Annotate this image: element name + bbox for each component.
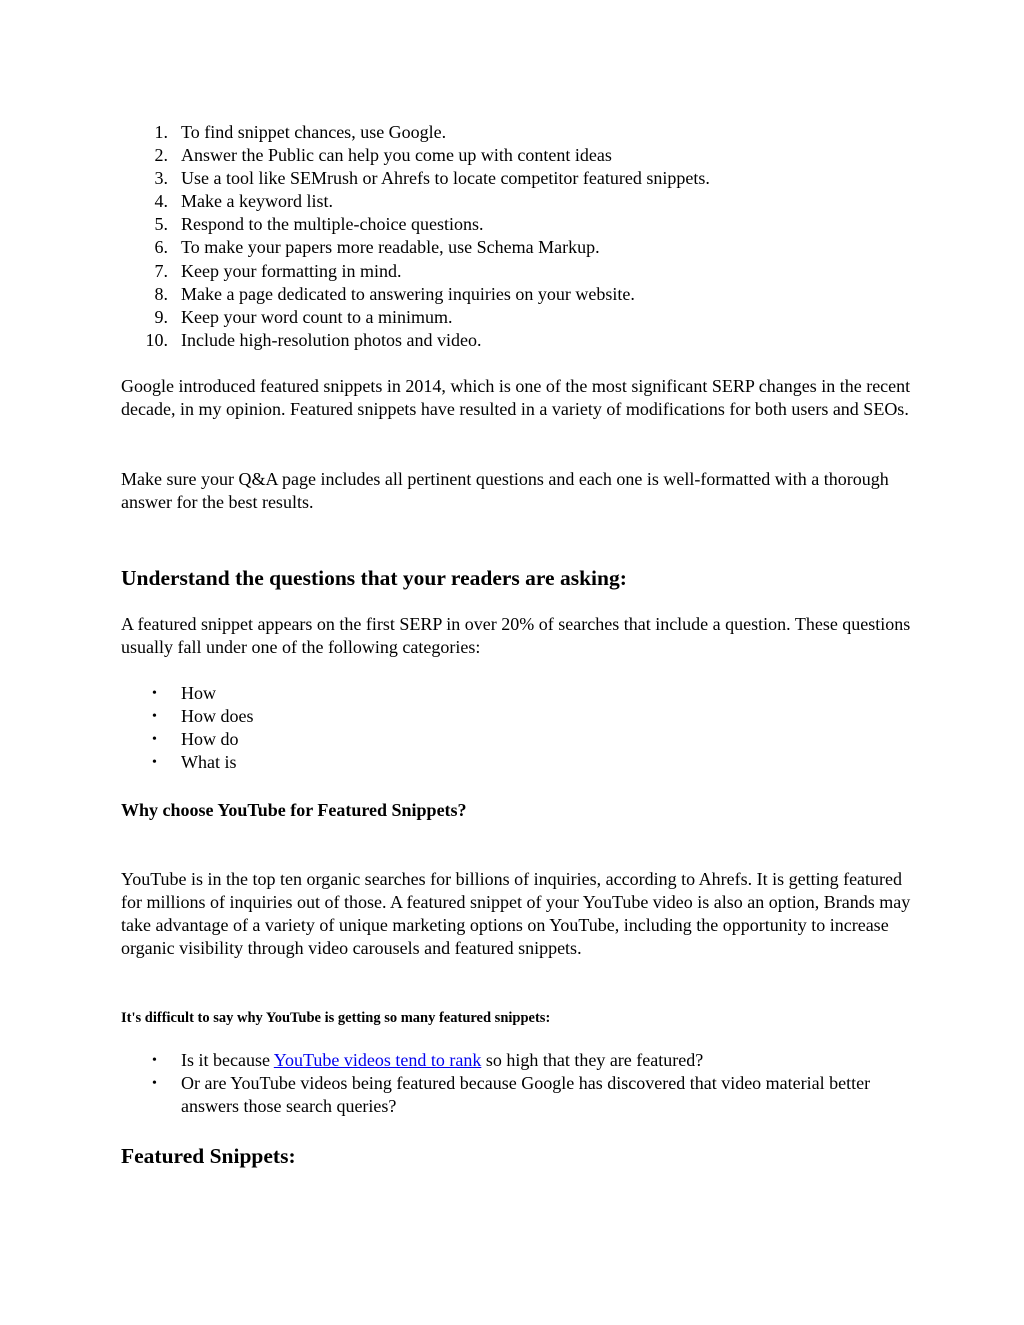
bullet-icon: • xyxy=(152,709,157,725)
list-item xyxy=(121,1049,911,1072)
bullet-icon: • xyxy=(152,686,157,701)
bullet-text-after: so high that they are featured? xyxy=(481,1050,704,1070)
list-number: 4. xyxy=(154,191,168,212)
list-number: 8. xyxy=(154,283,168,304)
bullet-icon: • xyxy=(152,755,157,771)
youtube-heading: Why choose YouTube for Featured Snippets? xyxy=(121,800,467,820)
list-item-text: How does xyxy=(181,706,254,727)
list-item-text: To make your papers more readable, use Schema Markup. xyxy=(181,237,600,258)
list-item-text: How xyxy=(181,683,216,703)
list-item-text: Make a page dedicated to answering inquiries on your website. xyxy=(181,283,635,304)
list-item-text: Keep your formatting in mind. xyxy=(181,260,402,281)
list-item-text: Include high-resolution photos and video. xyxy=(181,329,482,350)
questions-heading: Understand the questions that your readers are asking: xyxy=(121,566,627,590)
list-item xyxy=(121,329,911,352)
list-item-text: Keep your word count to a minimum. xyxy=(181,306,453,327)
list-item xyxy=(121,121,911,144)
youtube-reasons-list xyxy=(121,1049,911,1118)
list-number: 5. xyxy=(154,214,168,235)
list-item-text: How do xyxy=(181,729,239,750)
list-item xyxy=(121,751,911,774)
list-item xyxy=(121,1072,911,1118)
list-number: 2. xyxy=(154,145,168,166)
question-types-list xyxy=(121,682,911,774)
youtube-subheading: It's difficult to say why YouTube is getting so many featured snippets: xyxy=(121,1010,551,1026)
intro-paragraph: Google introduced featured snippets in 2014, which is one of the most significant SERP changes in the recent decade, in my opinion. Featured snippets have resulted in a variety of modifications for both users and SEOs. xyxy=(121,376,911,419)
list-number: 10. xyxy=(145,329,168,350)
list-item-text: Respond to the multiple-choice questions. xyxy=(181,214,484,235)
list-item xyxy=(121,190,911,213)
list-item-text: Or are YouTube videos being featured because Google has discovered that video material better answers those search queries? xyxy=(181,1073,871,1117)
list-item-text: Use a tool like SEMrush or Ahrefs to locate competitor featured snippets. xyxy=(181,168,710,189)
featured-snippets-heading: Featured Snippets: xyxy=(121,1144,296,1168)
list-number: 9. xyxy=(154,306,168,327)
list-item xyxy=(121,705,911,728)
list-item-text: To find snippet chances, use Google. xyxy=(181,122,447,142)
questions-paragraph: A featured snippet appears on the first SERP in over 20% of searches that include a question. These questions usually fall under one of the following categories: xyxy=(121,614,911,657)
list-item xyxy=(121,167,911,190)
bullet-text-before: Is it because xyxy=(181,1050,274,1070)
list-number: 7. xyxy=(154,260,168,281)
list-item-text: What is xyxy=(181,752,237,773)
list-item xyxy=(121,306,911,329)
list-item xyxy=(121,144,911,167)
numbered-steps-list xyxy=(121,121,911,352)
bullet-icon: • xyxy=(152,732,157,748)
list-item xyxy=(121,236,911,259)
list-item-text: Answer the Public can help you come up with content ideas xyxy=(181,145,612,166)
list-number: 3. xyxy=(154,168,168,189)
list-item xyxy=(121,283,911,306)
list-item-text: Make a keyword list. xyxy=(181,191,333,212)
bullet-icon: • xyxy=(152,1053,157,1068)
list-number: 6. xyxy=(154,237,168,258)
qa-paragraph: Make sure your Q&A page includes all pertinent questions and each one is well-formatted with a thorough answer for the best results. xyxy=(121,469,889,512)
bullet-icon: • xyxy=(152,1076,157,1092)
list-item xyxy=(121,260,911,283)
list-item xyxy=(121,728,911,751)
youtube-paragraph: YouTube is in the top ten organic searches for billions of inquiries, according to Ahrefs. It is getting featured for millions of inquiries out of those. A featured snippet of your YouTube video is also an option, Brands may take advantage of a variety of unique marketing options on YouTube, including the opportunity to increase organic visibility through video carousels and featured snippets. xyxy=(121,869,911,958)
list-item xyxy=(121,682,911,705)
list-number: 1. xyxy=(154,122,168,142)
list-item xyxy=(121,213,911,236)
youtube-rank-link[interactable]: YouTube videos tend to rank xyxy=(273,1050,482,1070)
